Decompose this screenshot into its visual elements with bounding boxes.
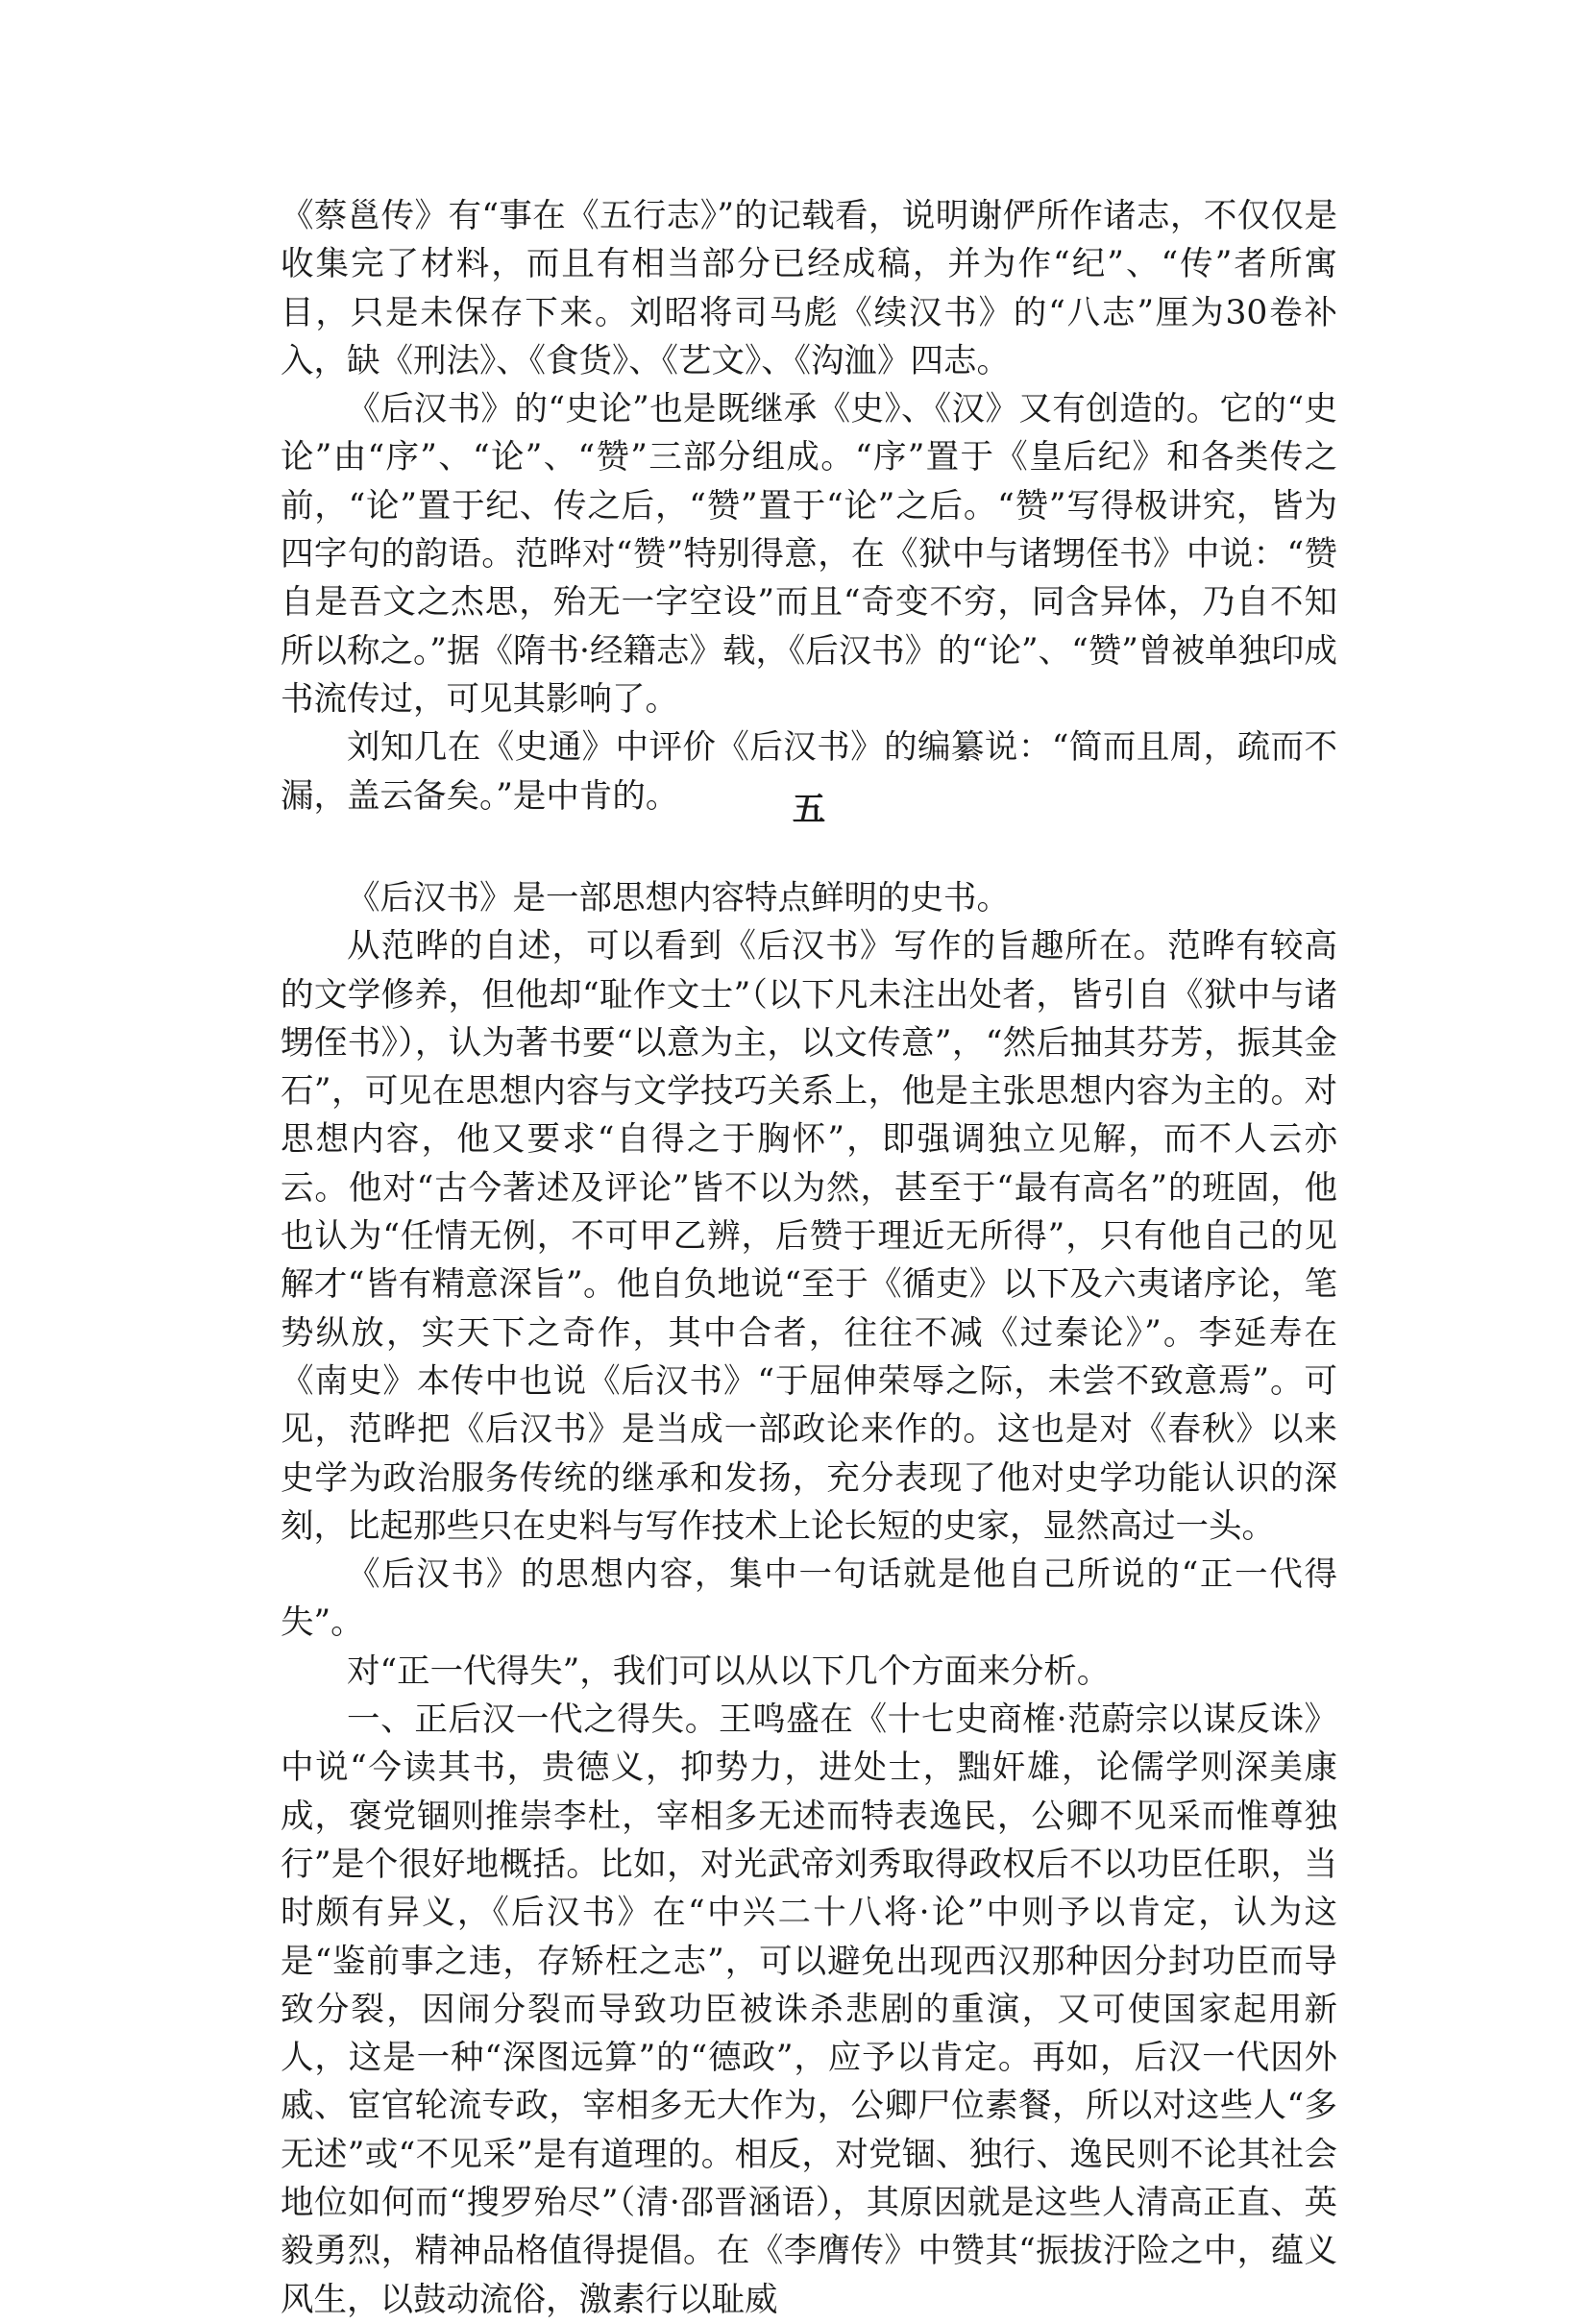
paragraph-intro: 《后汉书》是一部思想内容特点鲜明的史书。 [347, 879, 1010, 917]
paragraph-point-one: 一、正后汉一代之得失。王鸣盛在《十七史商榷·范蔚宗以谋反诛》中说“今读其书，贵德义，抑势力，进处士，黜奸雄，论儒学则深美康成，褒党锢则推崇李杜，宰相多无述而特表逸民，公卿不见采而惟尊独行”是个很好地概括。比如，对光武帝刘秀取得政权后不以功臣任职，当时颇有异义，《后汉书》在“中兴二十八将·论”中则予以肯定，认为这是“鉴前事之违，存矫枉之志”，可以避免出现西汉那种因分封功臣而导致分裂，因闹分裂而导致功臣被诛杀悲剧的重演，又可使国家起用新人，这是一种“深图远算”的“德政”，应予以肯定。再如，后汉一代因外戚、宦官轮流专政，宰相多无大作为，公卿尸位素餐，所以对这些人“多无述”或“不见采”是有道理的。相反，对党锢、独行、逸民则不论其社会地位如何而“搜罗殆尽”（清·邵晋涵语），其原因就是这些人清高正直、英毅勇烈，精神品格值得提倡。在《李膺传》中赞其“振拔汙险之中，蕴义风生，以鼓动流俗，激素行以耻威 [281, 1700, 1337, 2319]
section-text-block [281, 874, 1337, 2324]
paragraph-zixu: 从范晔的自述，可以看到《后汉书》写作的旨趣所在。范晔有较高的文学修养，但他却“耻作文士”（以下凡未注出处者，皆引自《狱中与诸甥侄书》），认为著书要“以意为主，以文传意”，“然后抽其芬芳，振其金石”，可见在思想内容与文学技巧关系上，他是主张思想内容为主的。对思想内容，他又要求“自得之于胸怀”，即强调独立见解，而不人云亦云。他对“古今著述及评论”皆不以为然，甚至于“最有高名”的班固，他也认为“任情无例，不可甲乙辨，后赞于理近无所得”，只有他自己的见解才“皆有精意深旨”。他自负地说“至于《循吏》以下及六夷诸序论，笔势纵放，实天下之奇作，其中合者，往往不减《过秦论》”。李延寿在《南史》本传中也说《后汉书》“于屈伸荣辱之际，未尝不致意焉”。可见，范晔把《后汉书》是当成一部政论来作的。这也是对《春秋》以来史学为政治服务传统的继承和发扬，充分表现了他对史学功能认识的深刻，比起那些只在史料与写作技术上论长短的史家，显然高过一头。 [281, 927, 1337, 1546]
section-heading: 五 [792, 791, 826, 829]
paragraph-shitong: 刘知几在《史通》中评价《后汉书》的编纂说：“简而且周，疏而不漏，盖云备矣。”是中肯的。 [281, 728, 1337, 816]
paragraph-continued: 《蔡邕传》有“事在《五行志》”的记载看，说明谢俨所作诸志，不仅仅是收集完了材料，而且有相当部分已经成稿，并为作“纪”、“传”者所寓目，只是未保存下来。刘昭将司马彪《续汉书》的“八志”厘为30卷补入，缺《刑法》、《食货》、《艺文》、《沟洫》四志。 [281, 197, 1337, 380]
paragraph-summary: 《后汉书》的思想内容，集中一句话就是他自己所说的“正一代得失”。 [281, 1555, 1337, 1643]
continued-text-block [281, 192, 1337, 820]
paragraph-transition: 对“正一代得失”，我们可以从以下几个方面来分析。 [347, 1651, 1111, 1691]
paragraph-shilun: 《后汉书》的“史论”也是既继承《史》、《汉》又有创造的。它的“史论”由“序”、“论”、“赞”三部分组成。“序”置于《皇后纪》和各类传之前，“论”置于纪、传之后，“赞”置于“论”之后。“赞”写得极讲究，皆为四字句的韵语。范晔对“赞”特别得意，在《狱中与诸甥侄书》中说：“赞自是吾文之杰思，殆无一字空设”而且“奇变不穷，同含异体，乃自不知所以称之。”据《隋书·经籍志》载，《后汉书》的“论”、“赞”曾被单独印成书流传过，可见其影响了。 [281, 390, 1337, 719]
